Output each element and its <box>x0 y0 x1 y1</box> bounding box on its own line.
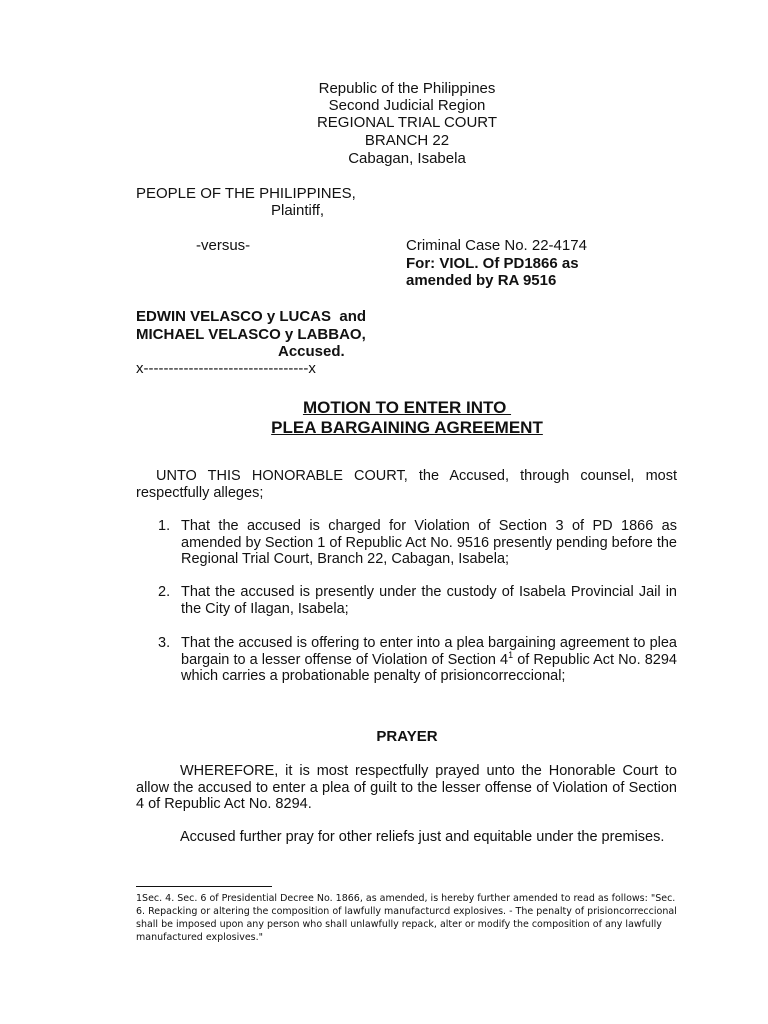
case-number: Criminal Case No. 22-4174 <box>406 237 587 254</box>
item-3-text-after: of Republic Act No. 8294 which carries a probationable penalty of prisioncorreccional; <box>181 651 677 685</box>
accused-role: Accused. <box>278 343 345 360</box>
motion-title-line-2: PLEA BARGAINING AGREEMENT <box>271 418 543 437</box>
footnote-reference: 1 <box>508 649 514 660</box>
header-republic: Republic of the Philippines <box>318 80 496 97</box>
accused-line-2: MICHAEL VELASCO y LABBAO, <box>136 326 366 343</box>
plaintiff-name: PEOPLE OF THE PHILIPPINES, <box>136 185 356 202</box>
item-2-text: That the accused is presently under the custody of Isabela Provincial Jail in the City of Ilagan, Isabela; <box>181 584 677 617</box>
versus-label: -versus- <box>196 237 251 254</box>
intro-paragraph: UNTO THIS HONORABLE COURT, the Accused, through counsel, most respectfully alleges; <box>136 468 677 501</box>
item-1-text: That the accused is charged for Violation of Section 3 of PD 1866 as amended by Section 1 of Republic Act No. 9516 presently pending before the Regional Trial Court, Branch 22, Cabagan, Isabela; <box>181 518 677 568</box>
footnote-divider <box>136 886 272 887</box>
further-prayer-paragraph: Accused further pray for other reliefs just and equitable under the premises. <box>180 829 665 845</box>
item-1-number: 1. <box>158 518 171 534</box>
prayer-paragraph: WHEREFORE, it is most respectfully prayed unto the Honorable Court to allow the accused to enter a plea of guilt to the lesser offense of Violation of Section 4 of Republic Act No. 8294. <box>136 763 677 813</box>
item-3-text <box>181 635 677 685</box>
footnote-text: 1Sec. 4. Sec. 6 of Presidential Decree No. 1866, as amended, is hereby further amended to read as follows: "Sec. 6. Repacking or altering the composition of lawfully manufacturcd explosives. - The penalty of prisioncorreccional shall be imposed upon any person who shall unlawfully repack, alter or modify the composition of any lawfully manufactured explosives." <box>136 893 677 943</box>
accused-line-1: EDWIN VELASCO y LUCAS and <box>136 308 367 325</box>
case-offense: For: VIOL. Of PD1866 as <box>406 255 579 272</box>
prayer-heading: PRAYER <box>376 728 438 745</box>
header-branch: BRANCH 22 <box>364 132 450 149</box>
header-location: Cabagan, Isabela <box>348 150 466 167</box>
item-3-number: 3. <box>158 635 171 651</box>
header-region: Second Judicial Region <box>328 97 486 114</box>
plaintiff-role: Plaintiff, <box>271 202 325 219</box>
header-court: REGIONAL TRIAL COURT <box>316 114 498 131</box>
case-amended: amended by RA 9516 <box>406 272 557 289</box>
item-3-text-before: That the accused is offering to enter into a plea bargaining agreement to plea bargain to a lesser offense of Violation of Section 4 <box>181 635 677 668</box>
caption-separator: x---------------------------------x <box>136 360 316 377</box>
motion-title-line-1: MOTION TO ENTER INTO <box>302 398 512 417</box>
item-2-number: 2. <box>158 584 171 600</box>
